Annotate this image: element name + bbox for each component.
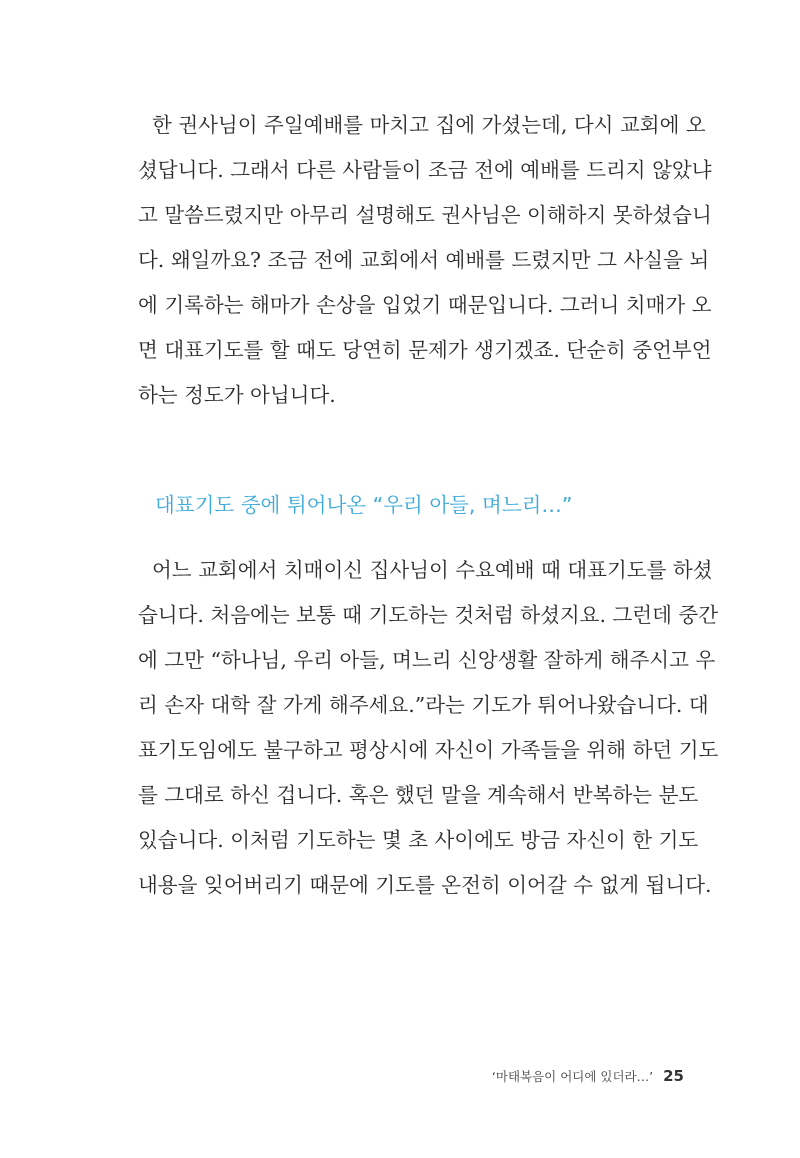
- body-paragraph-1: [138, 103, 712, 418]
- text-line: 면 대표기도를 할 때도 당연히 문제가 생기겠죠. 단순히 중언부언: [138, 338, 712, 362]
- text-line: 셨답니다. 그래서 다른 사람들이 조금 전에 예배를 드리지 않았냐: [138, 158, 712, 182]
- text-line: 한 권사님이 주일예배를 마치고 집에 가셨는데, 다시 교회에 오: [152, 113, 706, 137]
- text-line: 내용을 잊어버리기 때문에 기도를 온전히 이어갈 수 없게 됩니다.: [138, 873, 712, 897]
- running-title: ‘마태복음이 어디에 있더라…’: [491, 1069, 654, 1084]
- page-footer: [492, 1064, 684, 1088]
- section-heading: 대표기도 중에 튀어나온 “우리 아들, 며느리…”: [155, 493, 573, 517]
- text-line: 표기도임에도 불구하고 평상시에 자신이 가족들을 위해 하던 기도: [138, 738, 719, 762]
- text-line: 고 말씀드렸지만 아무리 설명해도 권사님은 이해하지 못하셨습니: [138, 203, 712, 227]
- body-paragraph-2: [138, 548, 719, 908]
- text-line: 있습니다. 이처럼 기도하는 몇 초 사이에도 방금 자신이 한 기도: [138, 828, 699, 852]
- text-line: 다. 왜일까요? 조금 전에 교회에서 예배를 드렸지만 그 사실을 뇌: [138, 248, 710, 272]
- text-line: 에 기록하는 해마가 손상을 입었기 때문입니다. 그러니 치매가 오: [138, 293, 712, 317]
- text-line: 어느 교회에서 치매이신 집사님이 수요예배 때 대표기도를 하셨: [152, 558, 713, 582]
- text-line: 리 손자 대학 잘 가게 해주세요.”라는 기도가 튀어나왔습니다. 대: [138, 693, 709, 717]
- text-line: 습니다. 처음에는 보통 때 기도하는 것처럼 하셨지요. 그런데 중간: [138, 603, 719, 627]
- text-line: 를 그대로 하신 겁니다. 혹은 했던 말을 계속해서 반복하는 분도: [138, 783, 699, 807]
- page-number: 25: [663, 1067, 684, 1085]
- text-line: 하는 정도가 아닙니다.: [138, 383, 336, 407]
- text-line: 에 그만 “하나님, 우리 아들, 며느리 신앙생활 잘하게 해주시고 우: [138, 648, 716, 672]
